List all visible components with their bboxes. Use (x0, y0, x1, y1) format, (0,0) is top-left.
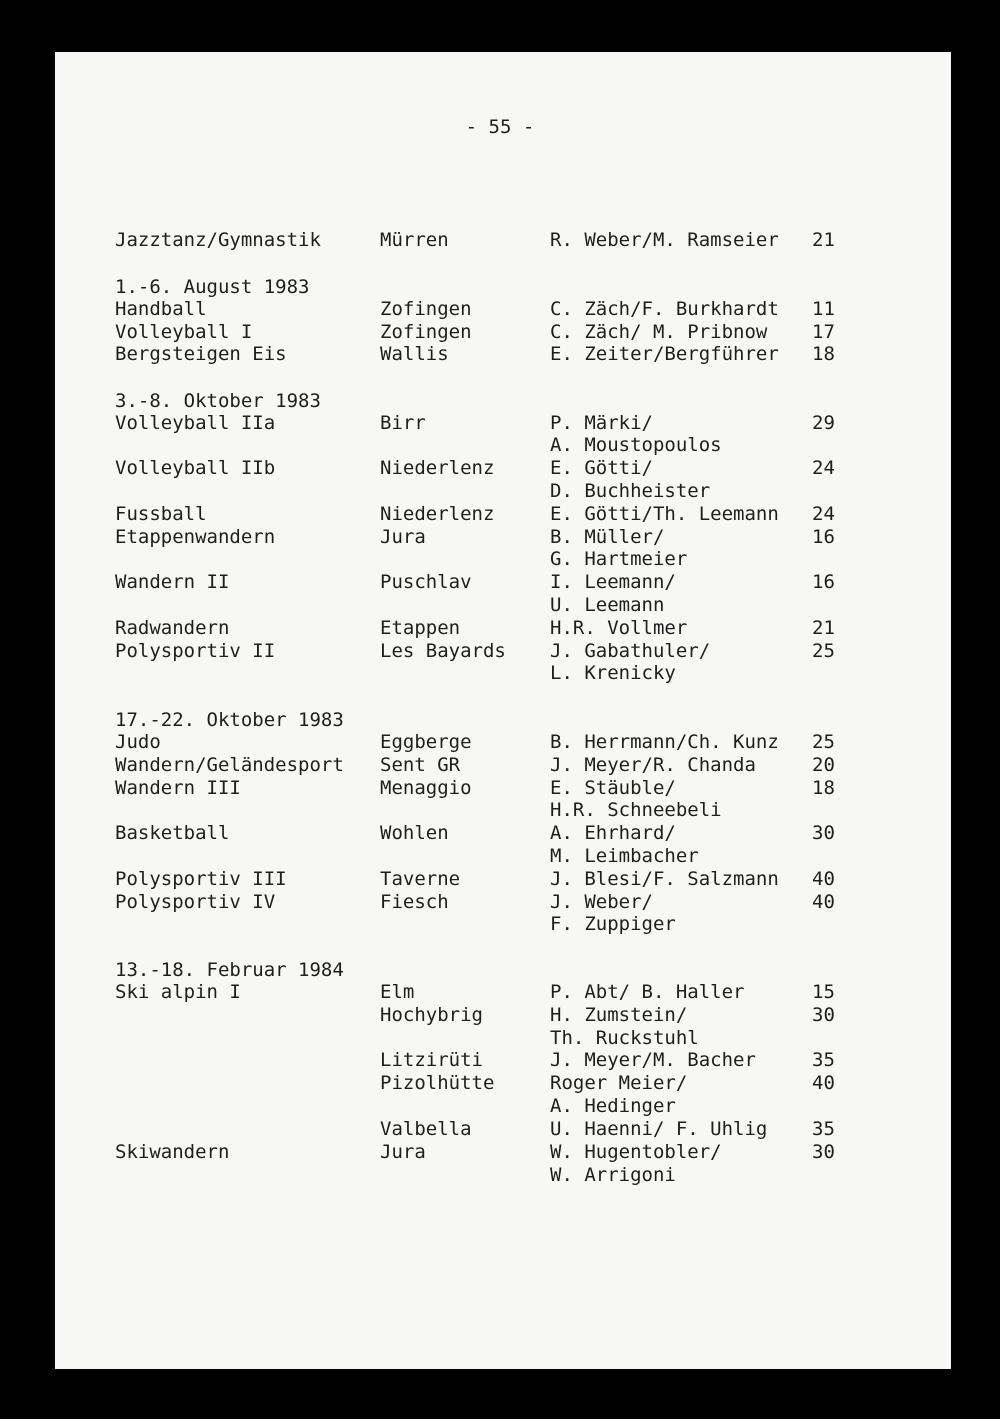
participants: 21 (812, 617, 835, 639)
activity: Basketball (115, 822, 230, 844)
leaders: J. Meyer/M. Bacher (550, 1049, 756, 1071)
table-row (0, 1141, 1000, 1164)
leaders: A. Moustopoulos (550, 434, 722, 456)
location: Menaggio (380, 777, 472, 799)
activity: Polysportiv III (115, 868, 287, 890)
table-row (0, 1004, 1000, 1027)
table-row (0, 321, 1000, 344)
participants: 35 (812, 1049, 835, 1071)
leaders: I. Leemann/ (550, 571, 676, 593)
table-row (0, 799, 1000, 822)
location: Birr (380, 412, 426, 434)
location: Taverne (380, 868, 461, 890)
activity: Ski alpin I (115, 981, 241, 1003)
table-row (0, 913, 1000, 936)
leaders: J. Blesi/F. Salzmann (550, 868, 779, 890)
location: Pizolhütte (380, 1072, 495, 1094)
date-heading (0, 276, 1000, 299)
leaders: E. Stäuble/ (550, 777, 676, 799)
participants: 35 (812, 1118, 835, 1140)
table-row (0, 229, 1000, 252)
location: Litzirüti (380, 1049, 483, 1071)
leaders: A. Ehrhard/ (550, 822, 676, 844)
leaders: B. Müller/ (550, 526, 665, 548)
table-row (0, 343, 1000, 366)
location: Valbella (380, 1118, 472, 1140)
table-row (0, 891, 1000, 914)
location: Niederlenz (380, 457, 495, 479)
participants: 16 (812, 571, 835, 593)
participants: 20 (812, 754, 835, 776)
participants: 18 (812, 343, 835, 365)
table-row (0, 298, 1000, 321)
participants: 25 (812, 640, 835, 662)
leaders: E. Götti/Th. Leemann (550, 503, 779, 525)
table-row (0, 526, 1000, 549)
activity: Polysportiv II (115, 640, 276, 662)
leaders: U. Leemann (550, 594, 665, 616)
location: Les Bayards (380, 640, 506, 662)
leaders: H.R. Vollmer (550, 617, 688, 639)
participants: 30 (812, 1004, 835, 1026)
activity: Polysportiv IV (115, 891, 276, 913)
participants: 16 (812, 526, 835, 548)
leaders: B. Herrmann/Ch. Kunz (550, 731, 779, 753)
activity: Volleyball I (115, 321, 253, 343)
table-row (0, 777, 1000, 800)
participants: 21 (812, 229, 835, 251)
leaders: D. Buchheister (550, 480, 711, 502)
location: Elm (380, 981, 415, 1003)
participants: 17 (812, 321, 835, 343)
date-heading (0, 709, 1000, 732)
date-heading (0, 390, 1000, 413)
table-row (0, 503, 1000, 526)
leaders: J. Meyer/R. Chanda (550, 754, 756, 776)
location: Niederlenz (380, 503, 495, 525)
leaders: E. Götti/ (550, 457, 653, 479)
leaders: C. Zäch/ M. Pribnow (550, 321, 768, 343)
participants: 15 (812, 981, 835, 1003)
participants: 18 (812, 777, 835, 799)
page-number: - 55 - (465, 116, 535, 138)
table-row (0, 731, 1000, 754)
location: Jura (380, 526, 426, 548)
activity: Jazztanz/Gymnastik (115, 229, 321, 251)
activity: 17.-22. Oktober 1983 (115, 709, 344, 731)
leaders: L. Krenicky (550, 662, 676, 684)
leaders: A. Hedinger (550, 1095, 676, 1117)
table-row (0, 1164, 1000, 1187)
leaders: U. Haenni/ F. Uhlig (550, 1118, 768, 1140)
leaders: Roger Meier/ (550, 1072, 688, 1094)
location: Eggberge (380, 731, 472, 753)
table-row (0, 640, 1000, 663)
table-row (0, 981, 1000, 1004)
table-row (0, 617, 1000, 640)
activity: Etappenwandern (115, 526, 276, 548)
leaders: W. Arrigoni (550, 1164, 676, 1186)
location: Wallis (380, 343, 449, 365)
participants: 25 (812, 731, 835, 753)
table-row (0, 1118, 1000, 1141)
leaders: H. Zumstein/ (550, 1004, 688, 1026)
activity: Handball (115, 298, 207, 320)
table-row (0, 480, 1000, 503)
table-row (0, 822, 1000, 845)
table-row (0, 594, 1000, 617)
table-row (0, 754, 1000, 777)
location: Wohlen (380, 822, 449, 844)
activity: Bergsteigen Eis (115, 343, 287, 365)
table-row (0, 571, 1000, 594)
table-row (0, 845, 1000, 868)
activity: Wandern II (115, 571, 230, 593)
table-row (0, 1095, 1000, 1118)
activity: Judo (115, 731, 161, 753)
location: Zofingen (380, 321, 472, 343)
participants: 30 (812, 1141, 835, 1163)
leaders: W. Hugentobler/ (550, 1141, 722, 1163)
location: Mürren (380, 229, 449, 251)
participants: 24 (812, 503, 835, 525)
activity: Skiwandern (115, 1141, 230, 1163)
location: Jura (380, 1141, 426, 1163)
table-row (0, 1072, 1000, 1095)
leaders: P. Märki/ (550, 412, 653, 434)
location: Zofingen (380, 298, 472, 320)
activity: Radwandern (115, 617, 230, 639)
leaders: G. Hartmeier (550, 548, 688, 570)
leaders: C. Zäch/F. Burkhardt (550, 298, 779, 320)
table-row (0, 1027, 1000, 1050)
leaders: J. Gabathuler/ (550, 640, 711, 662)
leaders: P. Abt/ B. Haller (550, 981, 745, 1003)
participants: 11 (812, 298, 835, 320)
activity: Wandern/Geländesport (115, 754, 344, 776)
location: Fiesch (380, 891, 449, 913)
participants: 40 (812, 891, 835, 913)
table-row (0, 662, 1000, 685)
leaders: F. Zuppiger (550, 913, 676, 935)
activity: Wandern III (115, 777, 241, 799)
activity: Volleyball IIa (115, 412, 276, 434)
participants: 30 (812, 822, 835, 844)
leaders: E. Zeiter/Bergführer (550, 343, 779, 365)
participants: 29 (812, 412, 835, 434)
table-row (0, 548, 1000, 571)
leaders: H.R. Schneebeli (550, 799, 722, 821)
location: Etappen (380, 617, 461, 639)
participants: 24 (812, 457, 835, 479)
activity: 13.-18. Februar 1984 (115, 959, 344, 981)
leaders: R. Weber/M. Ramseier (550, 229, 779, 251)
table-row (0, 434, 1000, 457)
participants: 40 (812, 1072, 835, 1094)
location: Puschlav (380, 571, 472, 593)
location: Hochybrig (380, 1004, 483, 1026)
table-row (0, 412, 1000, 435)
participants: 40 (812, 868, 835, 890)
date-heading (0, 959, 1000, 982)
table-row (0, 457, 1000, 480)
leaders: M. Leimbacher (550, 845, 699, 867)
leaders: Th. Ruckstuhl (550, 1027, 699, 1049)
table-row (0, 868, 1000, 891)
activity: 3.-8. Oktober 1983 (115, 390, 321, 412)
activity: Volleyball IIb (115, 457, 276, 479)
activity: Fussball (115, 503, 207, 525)
activity: 1.-6. August 1983 (115, 276, 310, 298)
table-row (0, 1049, 1000, 1072)
location: Sent GR (380, 754, 461, 776)
leaders: J. Weber/ (550, 891, 653, 913)
